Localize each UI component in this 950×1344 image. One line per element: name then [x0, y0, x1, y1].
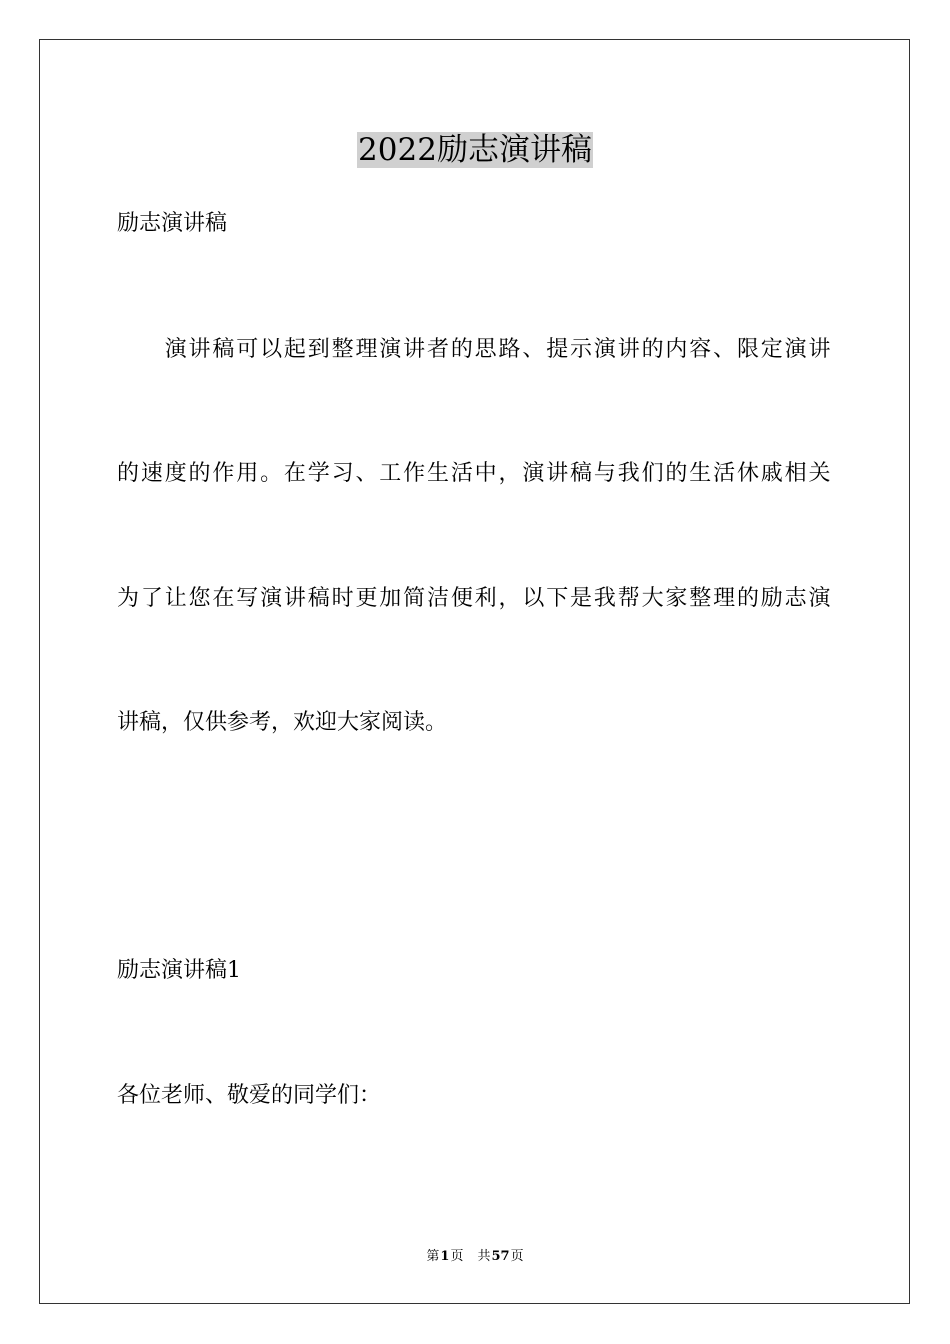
section-heading: 励志演讲稿1: [117, 958, 241, 983]
footer-page-suffix: 页: [450, 1249, 464, 1264]
document-title-text: 2022励志演讲稿: [358, 132, 592, 168]
salutation: 各位老师、敬爱的同学们：: [117, 1083, 382, 1108]
intro-line-1: 演讲稿可以起到整理演讲者的思路、提示演讲的内容、限定演讲: [117, 337, 831, 362]
footer-total-suffix: 页: [510, 1249, 524, 1264]
intro-line-3: 为了让您在写演讲稿时更加简洁便利，以下是我帮大家整理的励志演: [117, 586, 831, 611]
intro-line-4: 讲稿，仅供参考，欢迎大家阅读。: [117, 710, 448, 735]
footer-page-prefix: 第: [426, 1249, 440, 1264]
page-footer: [0, 1248, 950, 1266]
intro-line-2: 的速度的作用。在学习、工作生活中，演讲稿与我们的生活休戚相关: [117, 461, 831, 486]
footer-page-number: 1: [440, 1249, 450, 1264]
footer-total-prefix: 共: [477, 1249, 491, 1264]
document-title: [0, 128, 950, 172]
footer-total-pages: 57: [491, 1249, 510, 1264]
subtitle: 励志演讲稿: [117, 211, 228, 236]
